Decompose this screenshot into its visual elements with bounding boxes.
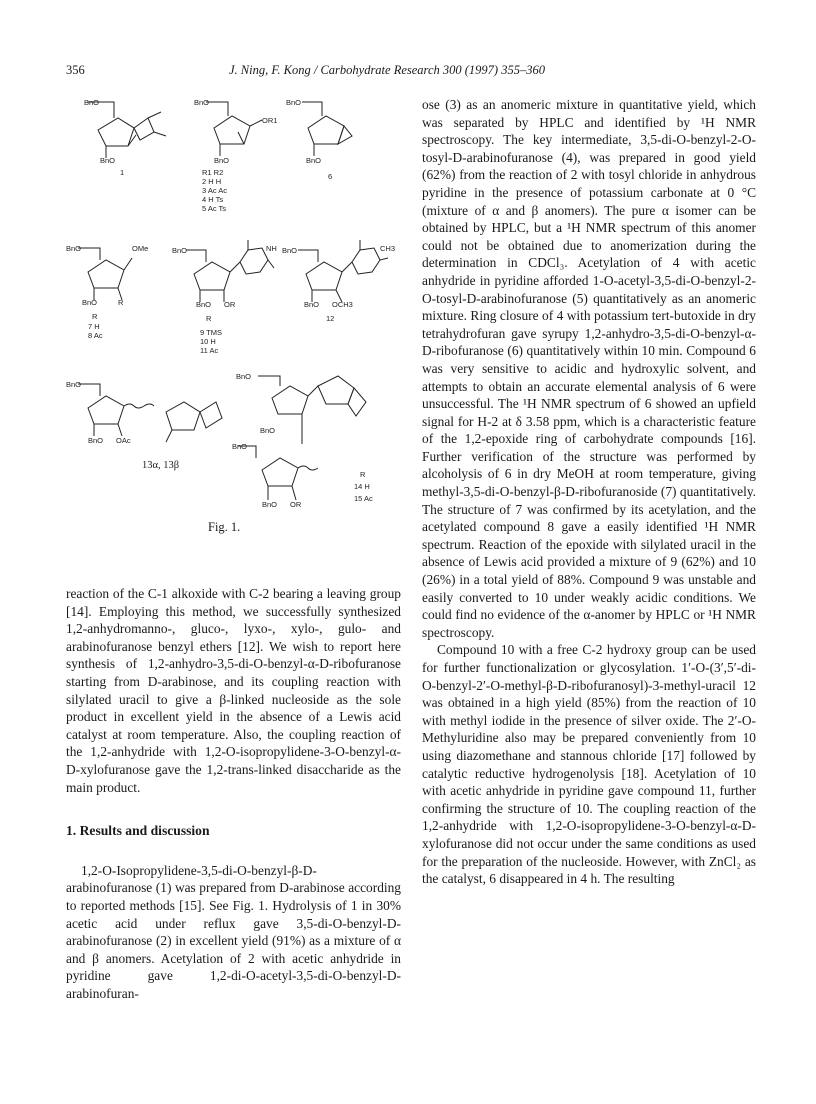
label-r: R xyxy=(206,314,212,323)
label-bno: BnO xyxy=(88,436,104,445)
paragraph: ose (3) as an anomeric mixture in quantitative yield, which was separated by HPLC and identified by ¹H NMR spectroscopy. The key intermediate, 3,5-di-O-benzyl-2-O-tosyl-D-arabinofuranose (4), was prepared in good yield (62%) from the reaction of 2 with tosyl chloride in anhydrous pyridine in the presence of potassium carbonate at 0 °C (mixture of α and β anomers). The pure α isomer can be obtained by HPLC, but a ¹H NMR spectrum of this anomer could not be obtained due to anomerization during the determination in CDCl₃. Acetylation of 4 with acetic anhydride in pyridine afforded 1-O-acetyl-3,5-di-O-benzyl-2-O-tosyl-D-arabinofuranose (5) quantitatively as an anomeric mixture. Ring closure of 4 with potassium tert-butoxide in dry tetrahydrofuran gave syrupy 1,2-anhydro-3,5-di-O-benzyl-α-D-ribofuranose (6) quantitatively within 10 min. Compound 6 was very sensitive to acidic and hydroxylic solvent, and attempts to obtain an accurate elemental analysis of 6 were unsuccessful. The ¹H NMR spectrum of 6 showed an upfield signal for H-2 at δ 3.58 ppm, which is a characteristic feature of the 1,2-epoxide ring of carbohydrate compounds [16]. Further verification of the structure was performed by alcoholysis of 6 in dry MeOH at room temperature, giving methyl-3,5-di-O-benzyl-β-D-ribofuranoside (7) quantitatively. The structure of 7 was confirmed by its acetylation, and the acetylated compound 8 gave a easily identified ¹H NMR spectrum. Reaction of the epoxide with silylated uracil in the absence of Lewis acid provided a mixture of 9 (62%) and 10 (26%) in a total yield of 88%. Compound 9 was unstable and easily converted to 10 under weakly acidic conditions. We could find no evidence of the α-anomer by HPLC or ¹H NMR spectroscopy. xyxy=(422,97,756,640)
r-table-row: 15 Ac xyxy=(354,494,373,503)
r-table-row: 9 TMS xyxy=(200,328,222,337)
label-bno: BnO xyxy=(82,298,98,307)
page-number: 356 xyxy=(66,63,85,77)
label-och3: OCH3 xyxy=(332,300,353,309)
label-bno: BnO xyxy=(282,246,298,255)
label-bno: BnO xyxy=(214,156,230,165)
r-table-row: 8 Ac xyxy=(88,331,103,340)
figure-caption: Fig. 1. xyxy=(208,520,241,534)
compound-number: 6 xyxy=(328,172,333,181)
paragraph: Compound 10 with a free C-2 hydroxy group can be used for further functionalization or glycosylation. 1′-O-(3′,5′-di-O-benzyl-2′-O-methyl-β-D-ribofuranosyl)-3-methyl-uracil 12 was obtained in a high yield (85%) from the reaction of 10 with methyl iodide in the presence of silver oxide. The 2′-O-Methyluridine also may be prepared conveniently from 10 using diazomethane and stannous chloride [17] followed by catalytic reductive hydrogenolysis [18]. Acetylation of 10 with acetic anhydride in pyridine gave compound 11, further confirming the structure of 10. The coupling reaction of the 1,2-anhydride with 1,2-O-isopropylidene-3-O-benzyl-α-D-xylofuranose did not occur under the same conditions as used for the preparation of the nucleoside. However, with ZnCl₂ as the catalyst, 6 disappeared in 4 h. The resulting xyxy=(422,642,756,887)
label-bno: BnO xyxy=(100,156,116,165)
right-column xyxy=(422,96,756,888)
r-table-row: 2 H H xyxy=(202,177,222,186)
label-bno: BnO xyxy=(196,300,212,309)
structure-drawings xyxy=(66,90,406,520)
section-heading: 1. Results and discussion xyxy=(66,823,210,839)
paragraph: reaction of the C-1 alkoxide with C-2 bearing a leaving group [14]. Employing this method, we successfully synthesized 1,2-anhydromanno-, gluco-, lyxo-, xylo-, gulo- and arabinofuranose benzyl ethers [12]. We wish to report here synthesis of 1,2-anhydro-3,5-di-O-benzyl-α-D-ribofuranose starting from D-arabinose, and its coupling reaction with silylated uracil to give a β-linked nucleoside as the sole product in excellent yield in the absence of a Lewis acid catalyst at room temperature. Also, the coupling reaction of the 1,2-anhydride with 1,2-O-isopropylidene-3-O-benzyl-α-D-xylofuranose gave the 1,2-trans-linked disaccharide as the main product. xyxy=(66,586,401,795)
label-bno: BnO xyxy=(66,380,82,389)
label-or1: OR1 xyxy=(262,116,278,125)
figure-1 xyxy=(66,90,406,530)
label-bno: BnO xyxy=(236,372,252,381)
r-table-row: 10 H xyxy=(200,337,216,346)
r-table-row: 14 H xyxy=(354,482,370,491)
label-bno: BnO xyxy=(194,98,210,107)
structure-13 xyxy=(78,384,222,442)
label-r: R xyxy=(360,470,366,479)
label-ome: OMe xyxy=(132,244,149,253)
compound-number: 12 xyxy=(326,314,335,323)
label-bno: BnO xyxy=(262,500,278,509)
label-nh: NH xyxy=(266,244,277,253)
compound-number: 13α, 13β xyxy=(142,460,180,471)
label-bno: BnO xyxy=(84,98,100,107)
structure-6 xyxy=(302,102,352,156)
label-bno: BnO xyxy=(172,246,188,255)
label-bno: BnO xyxy=(304,300,320,309)
label-or: OR xyxy=(290,500,302,509)
running-title: J. Ning, F. Kong / Carbohydrate Research 300 (1997) 355–360 xyxy=(229,63,545,77)
label-r: R xyxy=(92,312,98,321)
structure-12 xyxy=(298,240,388,302)
r-table-row: 5 Ac Ts xyxy=(202,204,227,213)
label-bno: BnO xyxy=(260,426,276,435)
label-bno: BnO xyxy=(286,98,302,107)
structure-7-8 xyxy=(78,248,132,300)
structure-2-5 xyxy=(206,102,262,156)
r-table-row: 11 Ac xyxy=(200,346,219,355)
r-table-row: 7 H xyxy=(88,322,100,331)
label-or: OR xyxy=(224,300,236,309)
label-bno: BnO xyxy=(66,244,82,253)
r-table-row: 3 Ac Ac xyxy=(202,186,228,195)
label-bno: BnO xyxy=(306,156,322,165)
label-oac: OAc xyxy=(116,436,131,445)
compound-number: 1 xyxy=(120,168,125,177)
label-ch3: CH3 xyxy=(380,244,396,253)
label-bno: BnO xyxy=(232,442,248,451)
structure-9-11 xyxy=(186,240,274,302)
structure-1 xyxy=(88,102,166,158)
structure-14-15 xyxy=(238,376,366,500)
r-table-row: 4 H Ts xyxy=(202,195,224,204)
label-r: R xyxy=(118,298,124,307)
paragraph: 1,2-O-Isopropylidene-3,5-di-O-benzyl-β-D-arabinofuranose (1) was prepared from D-arabinose according to reported methods [15]. See Fig. 1. Hydrolysis of 1 in 30% acetic acid under reflux gave 3,5-di-O-benzyl-D-arabinofuranose (2) in excellent yield (91%) as a mixture of α and β anomers. Acetylation of 2 with acetic anhydride in pyridine gave 1,2-di-O-acetyl-3,5-di-O-benzyl-D-arabinofuran- xyxy=(66,862,401,1001)
left-column xyxy=(66,585,401,1002)
r-table-header: R1 R2 xyxy=(202,168,224,177)
